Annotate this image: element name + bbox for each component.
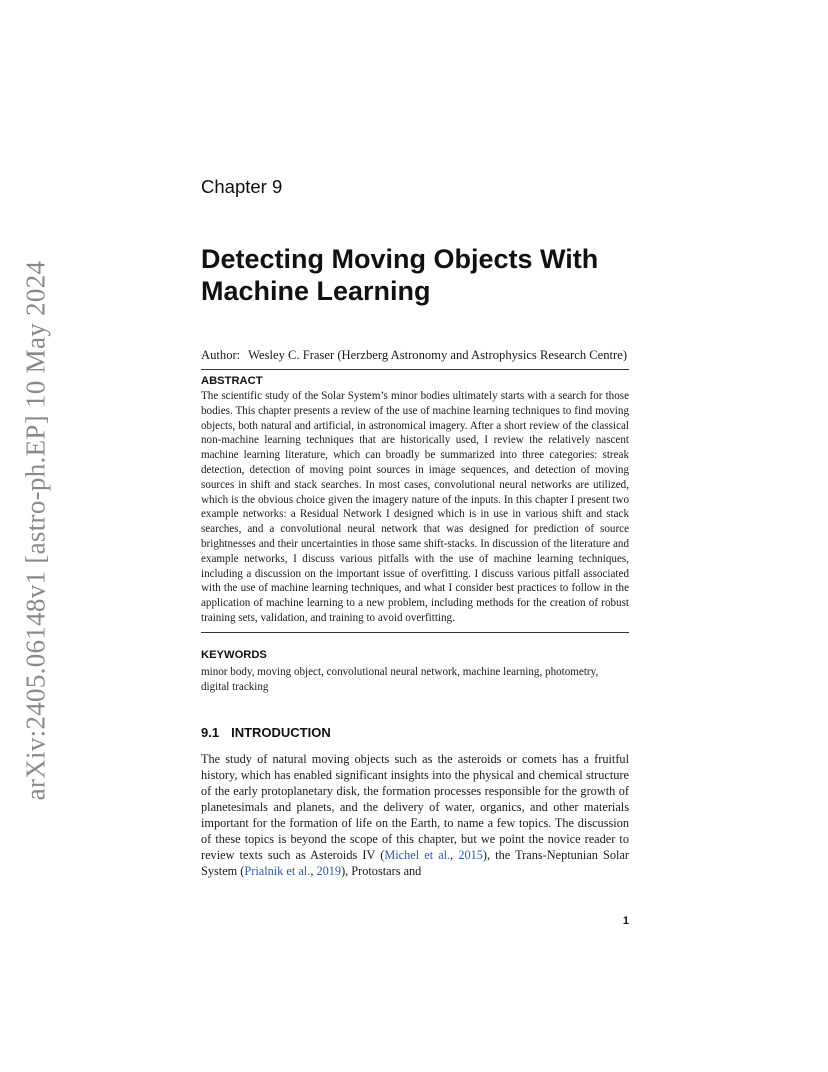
chapter-label: Chapter 9: [201, 176, 283, 197]
keywords-heading: KEYWORDS: [201, 648, 267, 661]
abstract-heading: ABSTRACT: [201, 375, 263, 387]
intro-text-part: ), the Trans-Neptunian Solar System (: [201, 847, 629, 878]
abstract-section: [201, 370, 629, 626]
intro-text-part: ,: [310, 863, 317, 878]
intro-text-part: ,: [450, 847, 459, 862]
chapter-title-line-1: Detecting Moving Objects With: [201, 244, 599, 274]
citation-michel-authors[interactable]: Michel et al.: [384, 847, 451, 862]
arxiv-identifier-text: arXiv:2405.06148v1 [astro-ph.EP] 10 May 2024: [20, 260, 51, 800]
page-number: 1: [622, 915, 629, 927]
citation-prialnik-authors[interactable]: Prialnik et al.: [244, 863, 311, 878]
chapter-title-line-2: Machine Learning: [201, 276, 431, 306]
author-line: [201, 347, 629, 363]
keywords-text: minor body, moving object, convolutional neural network, machine learning, photometry, digital tracking: [201, 665, 599, 693]
section-title: INTRODUCTION: [231, 724, 331, 740]
introduction-paragraph: [201, 751, 629, 879]
arxiv-identifier-stamp: [14, 260, 58, 800]
chapter-title: [201, 243, 629, 307]
keywords-section: [201, 648, 629, 695]
intro-text-part: The study of natural moving objects such as the asteroids or comets has a fruitful history, which has enabled significant insights into the physical and chemical structure of the early protoplanetary disk, the formation processes responsible for the growth of planetesimals and planets, and the delivery of water, organics, and other materials important for the formation of life on the Earth, to name a few topics. The discussion of these topics is beyond the scope of this chapter, but we point the novice reader to review texts such as Asteroids IV (: [201, 751, 629, 862]
author-label: Author:: [201, 348, 241, 362]
citation-prialnik-year[interactable]: 2019: [316, 863, 342, 878]
section-number: 9.1: [201, 724, 220, 740]
abstract-bottom-rule: [201, 632, 629, 633]
abstract-text: The scientific study of the Solar System’s minor bodies ultimately starts with a search for those bodies. This chapter presents a review of the use of machine learning techniques to find moving objects, both natural and artificial, in astronomical imagery. After a short review of the classical non-machine learning techniques that are historically used, I review the relatively nascent machine learning literature, which can broadly be summarized into three categories: streak detection, detection of moving point sources in image sequences, and detection of moving sources in shift and stack searches. In most cases, convolutional neural networks are utilized, which is the obvious choice given the imagery nature of the inputs. In this chapter I present two example networks: a Residual Network I designed which is in use in various shift and stack searches, and a convolutional neural network that was designed for prediction of source brightnesses and their uncertainties in those same shift-stacks. In discussion of the literature and example networks, I discuss various pitfalls with the use of machine learning techniques, including a discussion on the important issue of overfitting. I discuss various pitfall associated with the use of machine learning techniques, and what I consider best practices to follow in the application of machine learning to a new problem, including methods for the creation of robust training sets, validation, and training to avoid overfitting.: [201, 390, 629, 624]
chapter-content: [201, 175, 629, 879]
intro-text-part: ), Protostars and: [341, 863, 422, 878]
citation-michel-year[interactable]: 2015: [458, 847, 483, 862]
author-value: Wesley C. Fraser (Herzberg Astronomy and Astrophysics Research Centre): [248, 348, 628, 362]
section-heading-introduction: [201, 725, 629, 741]
